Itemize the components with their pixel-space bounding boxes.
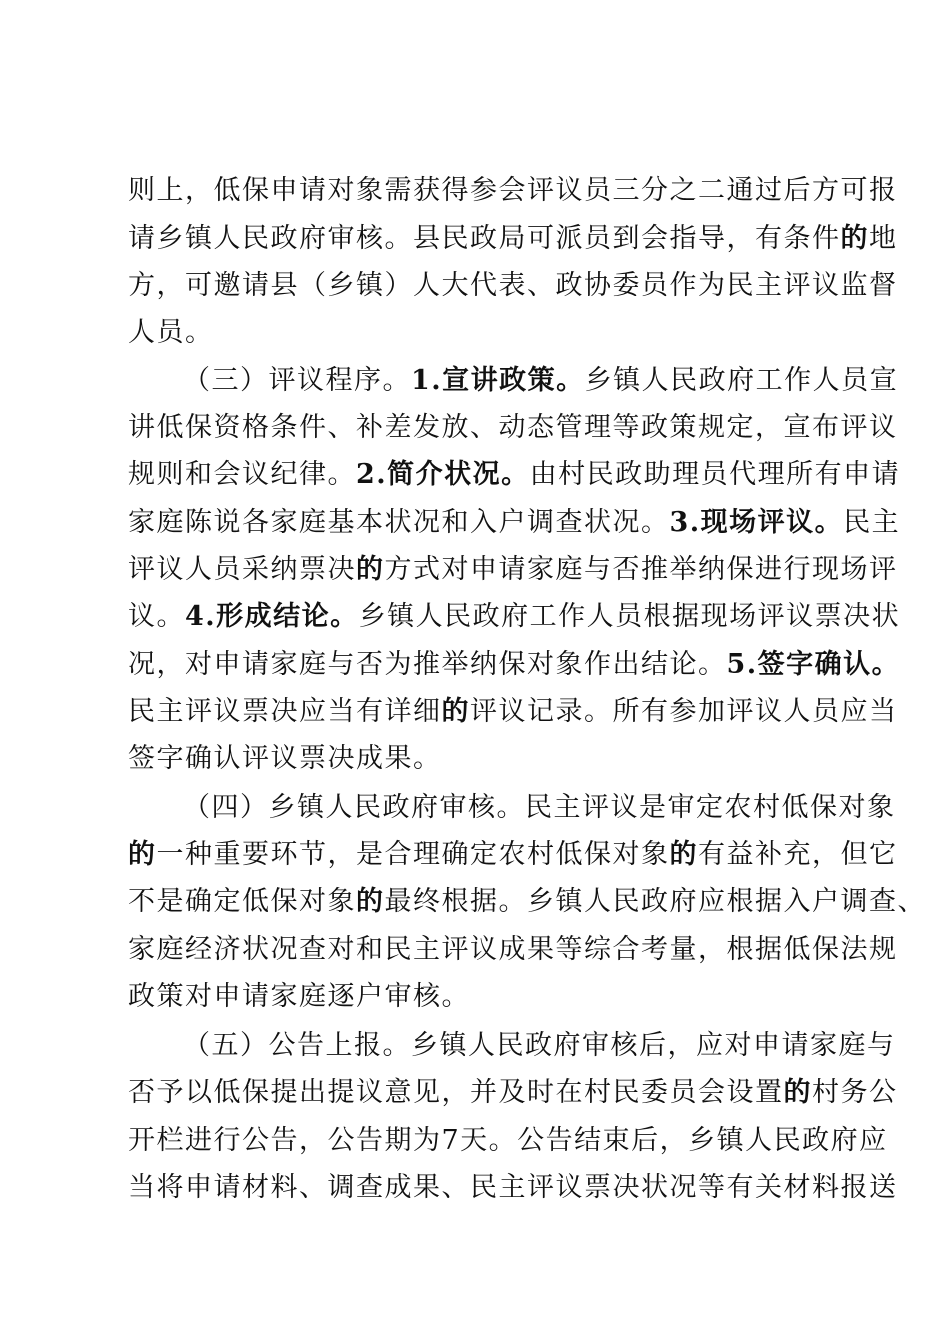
text-run: 最终根据。乡镇人民政府应根据入户调查、 [384,886,926,917]
text-run: 当将申请材料、调查成果、民主评议票决状况等有关材料报送 [128,1172,898,1203]
text-line [0,308,950,358]
text-line [0,972,950,1022]
text-run: 不是确定低保对象 [128,886,356,917]
bold-text-run: 的 [669,839,698,870]
text-line [0,734,950,784]
text-run: 有益补充，但它 [698,839,898,870]
bold-text-run: 5.签字确认。 [726,649,901,680]
text-run: 否予以低保提出提议意见，并及时在村民委员会设置 [128,1077,784,1108]
text-run: 开栏进行公告，公告期为7天。公告结束后，乡镇人民政府应 [128,1125,888,1156]
text-run: 讲低保资格条件、补差发放、动态管理等政策规定，宣布评议 [128,412,898,443]
text-run: 方，可邀请县（乡镇）人大代表、政协委员作为民主评议监督 [128,270,898,301]
text-run: （三）评议程序。 [183,365,411,396]
text-run: （四）乡镇人民政府审核。民主评议是审定农村低保对象 [183,792,896,823]
text-line [0,1116,950,1166]
text-line [0,1163,950,1213]
text-run: 地 [869,223,898,254]
text-run: 评议记录。所有参加评议人员应当 [470,696,898,727]
bold-text-run: 的 [840,223,869,254]
text-run: 由村民政助理员代理所有申请 [529,459,901,490]
bold-text-run: 的 [128,839,157,870]
text-line [0,498,950,548]
text-run: 签字确认评议票决成果。 [128,743,442,774]
text-line [0,830,950,880]
text-line [0,783,950,833]
text-line [0,166,950,216]
text-run: 村务公 [812,1077,898,1108]
bold-text-run: 的 [441,696,470,727]
text-line [0,1021,950,1071]
text-line [0,877,950,927]
text-run: 一种重要环节，是合理确定农村低保对象 [156,839,670,870]
text-line [0,545,950,595]
text-run: 况，对申请家庭与否为推举纳保对象作出结论。 [128,649,727,680]
text-line [0,592,950,642]
bold-text-run: 的 [783,1077,812,1108]
text-run: 家庭经济状况查对和民主评议成果等综合考量，根据低保法规 [128,934,898,965]
bold-text-run: 3.现场评议。 [669,507,844,538]
text-line [0,450,950,500]
bold-text-run: 的 [356,554,385,585]
text-run: 民主 [843,507,901,538]
text-run: 家庭陈说各家庭基本状况和入户调查状况。 [128,507,670,538]
text-run: （五）公告上报。乡镇人民政府审核后，应对申请家庭与 [183,1030,896,1061]
bold-text-run: 4.形成结论。 [185,601,359,632]
text-line [0,925,950,975]
bold-text-run: 2.简介状况。 [356,459,530,490]
text-run: 乡镇人民政府工作人员宣 [584,365,899,396]
text-line [0,1068,950,1118]
text-line [0,403,950,453]
text-run: 乡镇人民政府工作人员根据现场评议票决状 [358,601,901,632]
text-run: 方式对申请家庭与否推举纳保进行现场评 [384,554,898,585]
text-line [0,687,950,737]
text-run: 政策对申请家庭逐户审核。 [128,981,470,1012]
text-line [0,261,950,311]
text-run: 规则和会议纪律。 [128,459,356,490]
text-run: 民主评议票决应当有详细 [128,696,442,727]
text-run: 评议人员采纳票决 [128,554,356,585]
text-run: 人员。 [128,317,214,348]
bold-text-run: 的 [356,886,385,917]
text-line [0,214,950,264]
text-run: 则上，低保申请对象需获得参会评议员三分之二通过后方可报 [128,175,898,206]
text-run: 议。 [128,601,185,632]
text-run: 请乡镇人民政府审核。县民政局可派员到会指导，有条件 [128,223,841,254]
text-line [0,640,950,690]
bold-text-run: 1.宣讲政策。 [411,365,585,396]
text-line [0,356,950,406]
